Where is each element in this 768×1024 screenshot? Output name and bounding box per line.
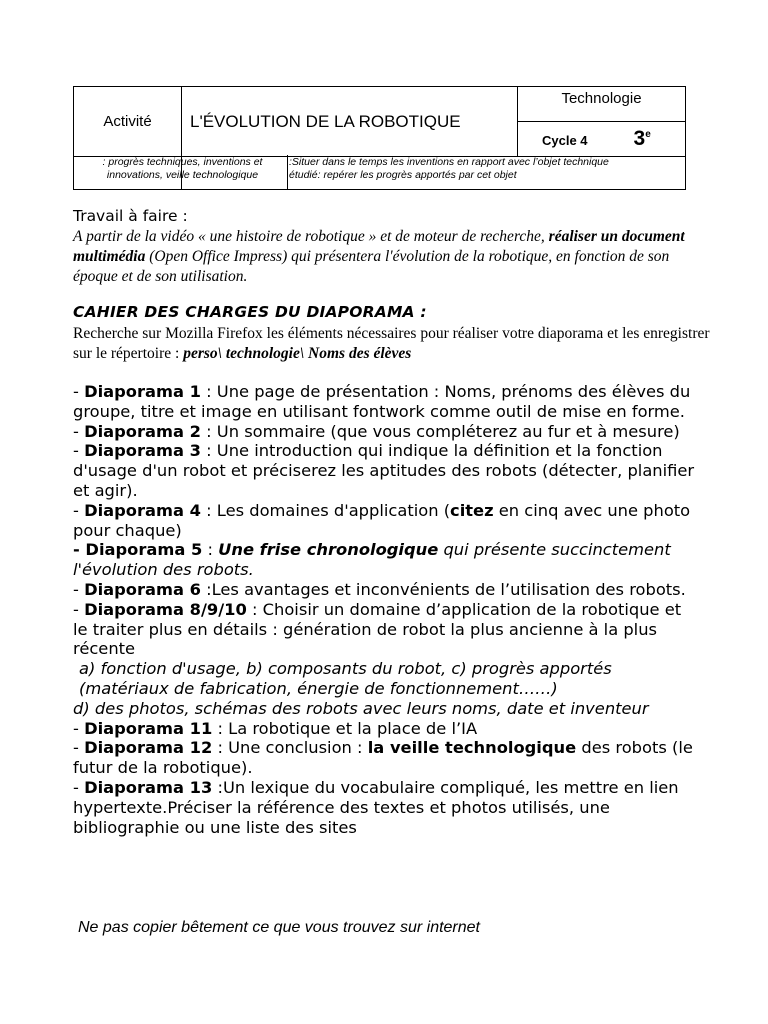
cycle-label: Cycle 4 [542,133,588,149]
subject-cell: Technologie [518,87,686,122]
intro-paragraph: A partir de la vidéo « une histoire de robotique » et de moteur de recherche, réaliser un document multimédia (Open Office Impress) qui présentera l'évolution de la robotique, en fonction de son époque et de son utilisation. [73,228,685,285]
recherche-paragraph: Recherche sur Mozilla Firefox les éléments nécessaires pour réaliser votre diaporama et les enregistrer sur le répertoire : perso\ technologie\ Noms des élèves [73,325,710,362]
list-item: - Diaporama 13 :Un lexique du vocabulaire compliqué, les mettre en lien hypertexte.Préciser la référence des textes et photos utilisés, une bibliographie ou une liste des sites [73,777,679,837]
list-item: - Diaporama 3 : Une introduction qui indique la définition et la fonction d'usage d'un robot et préciserez les aptitudes des robots (détecter, planifier et agir). [73,441,695,500]
activity-cell: Activité [74,87,182,157]
list-item: - Diaporama 1 : Une page de présentation : Noms, prénoms des élèves du groupe, titre et image en utilisant fontwork comme outil de mise en forme. [73,382,691,421]
travail-heading: Travail à faire : [73,207,188,225]
list-item: - Diaporama 5 : Une frise chronologique qui présente succinctement l'évolution des robots. [73,540,671,580]
document-title: L'ÉVOLUTION DE LA ROBOTIQUE [182,87,518,157]
themes-divider [287,155,288,189]
list-item: - Diaporama 12 : Une conclusion : la veille technologique des robots (le futur de la robotique). [73,738,693,778]
objective-text: :Situer dans le temps les inventions en rapport avec l’objet technique étudié: repérer les progrès apportés par cet objet [289,156,609,181]
list-item: - Diaporama 2 : Un sommaire (que vous compléterez au fur et à mesure) [73,421,680,441]
intro-bold: réaliser un document multimédia [73,228,685,265]
list-subitem: d) des photos, schémas des robots avec leurs noms, date et inventeur [73,698,649,718]
list-subitem: a) fonction d'usage, b) composants du robot, c) progrès apportés (matériaux de fabrication, énergie de fonctionnement……) [79,659,612,698]
themes-text: : progrès techniques, inventions et innovations, veille technologique [102,156,263,181]
list-item: - Diaporama 11 : La robotique et la place de l’IA [73,718,478,738]
recherche-path: perso\ technologie\ Noms des élèves [183,345,412,362]
cahier-heading: CAHIER DES CHARGES DU DIAPORAMA : [73,303,427,321]
list-item: - Diaporama 8/9/10 : Choisir un domaine d’application de la robotique et le traiter plus en détails : génération de robot la plus ancienne à la plus récente [73,599,682,659]
diaporama-list [73,382,698,837]
list-item: - Diaporama 4 : Les domaines d'application (citez en cinq avec une photo pour chaque) [73,500,691,540]
level-label: 3e [633,127,651,151]
list-item: - Diaporama 6 :Les avantages et inconvénients de l’utilisation des robots. [73,579,686,599]
cycle-cell [518,122,686,157]
footnote: Ne pas copier bêtement ce que vous trouvez sur internet [78,919,480,936]
